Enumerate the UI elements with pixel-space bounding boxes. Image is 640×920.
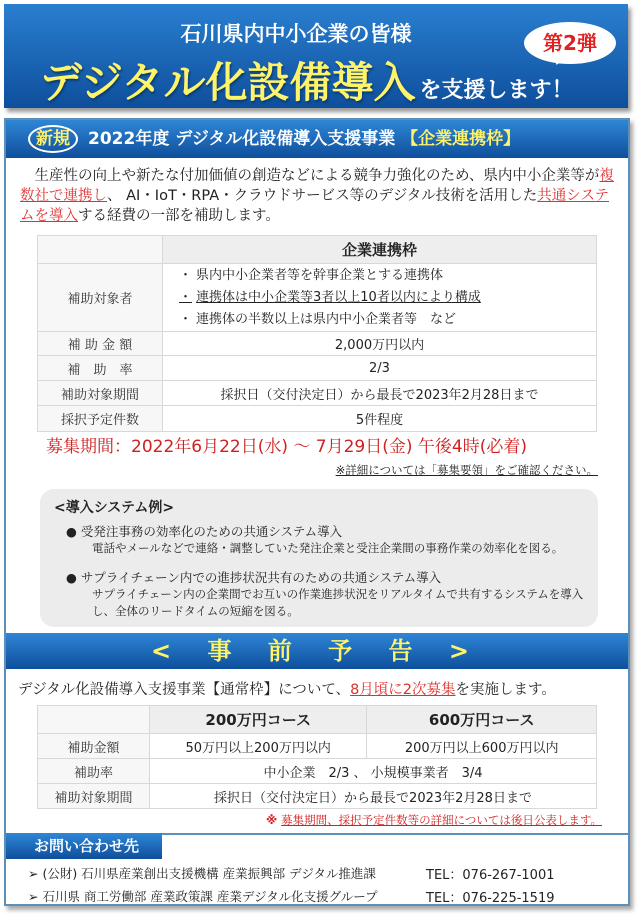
- list-item: ・ 連携体は中小企業等3者以上10者以内により構成: [179, 287, 596, 309]
- example-desc: サプライチェーン内の企業間でお互いの作業進捗状況をリアルタイムで共有するシステムを導入し、全体のリードタイムの短縮を図る。: [92, 587, 584, 618]
- list-item: ・ 県内中小企業者等を幹事企業とする連携体: [179, 265, 596, 287]
- examples-title: <導入システム例>: [54, 500, 175, 516]
- header-banner: [4, 4, 628, 108]
- row-label: 補 助 率: [38, 356, 163, 381]
- row-label: 補 助 金 額: [38, 332, 163, 356]
- table-row: [38, 734, 597, 759]
- para-highlight: 共通システムを導入: [20, 188, 610, 224]
- para-text: 、 AI・IoT・RPA・クラウドサービス等のデジタル技術を活用した: [107, 188, 538, 204]
- para-text: する経費の一部を補助します。: [78, 208, 280, 224]
- program-table: [37, 235, 597, 432]
- banner-headline-suffix: を支援します！: [419, 78, 574, 103]
- regular-frame-table: [37, 705, 597, 809]
- list-item: ・ 連携体の半数以上は県内中小企業者等 など: [179, 309, 596, 331]
- row-label: 補助対象者: [38, 264, 163, 332]
- advance-notice-header: < 事 前 予 告 >: [6, 633, 628, 669]
- section-frame-label: 【企業連携枠】: [401, 129, 521, 149]
- table-row: [38, 381, 597, 406]
- corner-cell: [38, 706, 150, 734]
- row-value: 中小企業 2/3 、 小規模事業者 3/4: [150, 759, 597, 784]
- notice-text-part: デジタル化設備導入支援事業【通常枠】について、: [18, 682, 351, 698]
- example-title: 受発注事務の効率化のための共通システム導入: [80, 524, 343, 539]
- row-value: 2/3: [163, 356, 597, 381]
- row-value: 2,000万円以内: [163, 332, 597, 356]
- new-tag: 新規: [28, 125, 78, 153]
- row-label: 補助率: [38, 759, 150, 784]
- table-row: [38, 784, 597, 809]
- speech-bubble-badge: 第2弾: [524, 22, 616, 64]
- para-text: 生産性の向上や新たな付加価値の創造などによる競争力強化のため、県内中小企業等が: [34, 168, 600, 184]
- eligibility-list: [163, 265, 596, 331]
- row-label: 補助対象期間: [38, 381, 163, 406]
- row-value: 50万円以上200万円以内: [150, 734, 367, 759]
- example-item: ● 受発注事務の効率化のための共通システム導入 電話やメールなどで連絡・調整していた発注企業と受注企業間の事務作業の効率化を図る。: [66, 523, 584, 557]
- system-examples-box: [40, 489, 598, 627]
- banner-headline: デジタル化設備導入: [40, 58, 416, 107]
- table-row: [38, 332, 597, 356]
- row-value: 5件程度: [163, 406, 597, 432]
- column-header: 600万円コース: [367, 706, 597, 734]
- contact-org: (公財) 石川県産業創出支援機構 産業振興部 デジタル推進課: [42, 866, 376, 881]
- column-header: 200万円コース: [150, 706, 367, 734]
- note-text: 募集期間、採択予定件数等の詳細については後日公表します。: [281, 813, 602, 827]
- contact-org: 石川県 商工労働部 産業政策課 産業デジタル化支援グループ: [42, 889, 378, 904]
- notice-highlight: 8月頃に2次募集: [350, 682, 456, 698]
- para-highlight: 複数社で連携し: [20, 168, 614, 204]
- application-period: 募集期間：2022年6月22日(水) ～ 7月29日(金) 午後4時(必着): [46, 437, 527, 457]
- section-header: [6, 120, 628, 158]
- row-value: 200万円以上600万円以内: [367, 734, 597, 759]
- main-frame: [4, 118, 630, 906]
- row-label: 採択予定件数: [38, 406, 163, 432]
- example-desc: 電話やメールなどで連絡・調整していた発注企業と受注企業間の事務作業の効率化を図る。: [92, 541, 564, 555]
- banner-audience: 石川県内中小企業の皆様: [180, 22, 412, 46]
- notice-text: [18, 678, 556, 699]
- notice-text-part: を実施します。: [455, 682, 556, 698]
- table-row: [38, 406, 597, 432]
- section-title: 2022年度 デジタル化設備導入支援事業: [88, 129, 396, 149]
- row-value: 採択日（交付決定日）から最長で2023年2月28日まで: [150, 784, 597, 809]
- intro-paragraph: [20, 166, 616, 226]
- table-row: [38, 759, 597, 784]
- example-item: ● サプライチェーン内での進捗状況共有のための共通システム導入 サプライチェーン内の企業間でお互いの作業進捗状況をリアルタイムで共有するシステムを導入し、全体のリードタイムの短縮を図る。: [66, 570, 584, 618]
- notice-note: [266, 812, 602, 828]
- table-row: [38, 356, 597, 381]
- table-header: 企業連携枠: [163, 236, 597, 264]
- corner-cell: [38, 236, 163, 264]
- example-title: サプライチェーン内での進捗状況共有のための共通システム導入: [80, 570, 442, 585]
- contact-item: ➢ (公財) 石川県産業創出支援機構 産業振興部 デジタル推進課 TEL：076-267-1001: [28, 866, 555, 883]
- contact-tel: TEL：076-225-1519: [426, 891, 555, 906]
- contact-item: ➢ 石川県 商工労働部 産業政策課 産業デジタル化支援グループ TEL：076-225-1519: [28, 889, 555, 906]
- row-value: 採択日（交付決定日）から最長で2023年2月28日まで: [163, 381, 597, 406]
- banner-headline-row: [40, 50, 574, 110]
- note-mark: ※: [265, 813, 282, 827]
- contact-header: お問い合わせ先: [6, 833, 162, 859]
- row-label: 補助対象期間: [38, 784, 150, 809]
- contact-tel: TEL：076-267-1001: [426, 868, 555, 883]
- row-label: 補助金額: [38, 734, 150, 759]
- details-note: ※詳細については「募集要領」をご確認ください。: [335, 463, 598, 477]
- table-row: [38, 264, 597, 332]
